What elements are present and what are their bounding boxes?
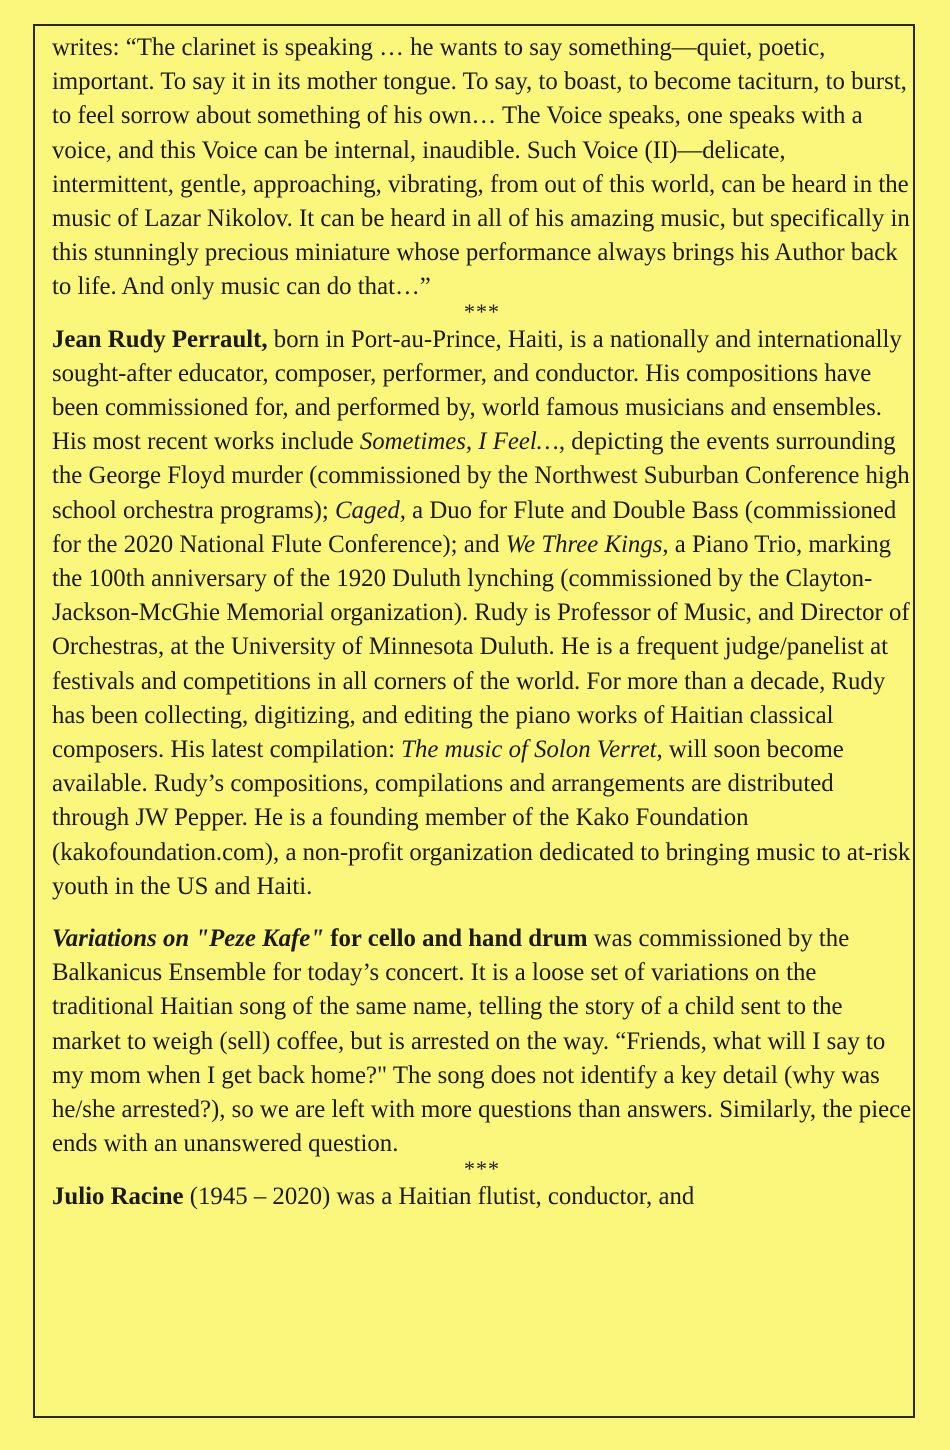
section-separator: *** <box>464 1155 500 1181</box>
bio-text: , will soon become available. Rudy’s compositions, compilations and arrangements are distributed through JW Pepper. He is a founding member of the Kako Foundation (kakofoundation.com), a non-profit organization dedicated to bringing music to at-risk youth in the US and Haiti. <box>52 736 911 900</box>
bio-text: , a Piano Trio, marking the 100th anniversary of the 1920 Duluth lynching (commissioned by the Clayton-Jackson-McGhie Memorial organization). Rudy is Professor of Music, and Director of Orchestras, at the University of Minnesota Duluth. He is a frequent judge/panelist at festivals and competitions in all corners of the world. For more than a decade, Rudy has been collecting, digitizing, and editing the piano works of Haitian classical composers. His latest compilation: <box>52 530 910 764</box>
bio-text: (1945 – 2020) was a Haitian flutist, conductor, and <box>183 1182 695 1210</box>
work-program-note <box>52 922 912 1161</box>
work-title: The music of Solon Verret <box>401 736 657 764</box>
work-title: Sometimes, I Feel… <box>359 428 559 456</box>
work-title: Caged, <box>335 496 406 524</box>
piece-title: Variations on "Peze Kafe" <box>52 925 325 953</box>
bio-text: a Duo for Flute and Double Bass (commissioned for the 2020 National Flute Conference); and <box>52 496 897 558</box>
composer-bio-racine <box>52 1180 912 1214</box>
piece-description: was commissioned by the Balkanicus Ensemble for today’s concert. It is a loose set of variations on the traditional Haitian song of the same name, telling the story of a child sent to the market to weigh (sell) coffee, but is arrested on the way. “Friends, what will I say to my mom when I get back home?" The song does not identify a key detail (why was he/she arrested?), so we are left with more questions than answers. Similarly, the piece ends with an unanswered question. <box>52 925 912 1158</box>
program-note-body <box>52 31 912 1214</box>
work-title: We Three Kings <box>505 530 663 558</box>
composer-name: Jean Rudy Perrault, <box>52 325 268 353</box>
composer-bio-perrault <box>52 323 912 904</box>
composer-name: Julio Racine <box>52 1182 184 1210</box>
piece-instrumentation: for cello and hand drum <box>324 925 588 953</box>
paragraph-gap <box>52 904 912 922</box>
section-separator: *** <box>464 298 500 324</box>
quote-text: writes: “The clarinet is speaking … he wants to say something—quiet, poetic, important. To say it in its mother tongue. To say, to boast, to become taciturn, to burst, to feel sorrow about something of his own… The Voice speaks, one speaks with a voice, and this Voice can be internal, inaudible. Such Voice (II)—delicate, intermittent, gentle, approaching, vibrating, from out of this world, can be heard in the music of Lazar Nikolov. It can be heard in all of his amazing music, but specifically in this stunningly precious miniature whose performance always brings his Author back to life. And only music can do that…” <box>52 34 910 301</box>
bio-text: , depicting the events surrounding the George Floyd murder (commissioned by the Northwest Suburban Conference high school orchestra programs); <box>52 428 910 524</box>
quote-paragraph <box>52 31 912 305</box>
bio-text: born in Port-au-Prince, Haiti, is a nationally and internationally sought-after educator, composer, performer, and conductor. His compositions have been commissioned for, and performed by, world famous musicians and ensembles. His most recent works include <box>52 325 902 456</box>
